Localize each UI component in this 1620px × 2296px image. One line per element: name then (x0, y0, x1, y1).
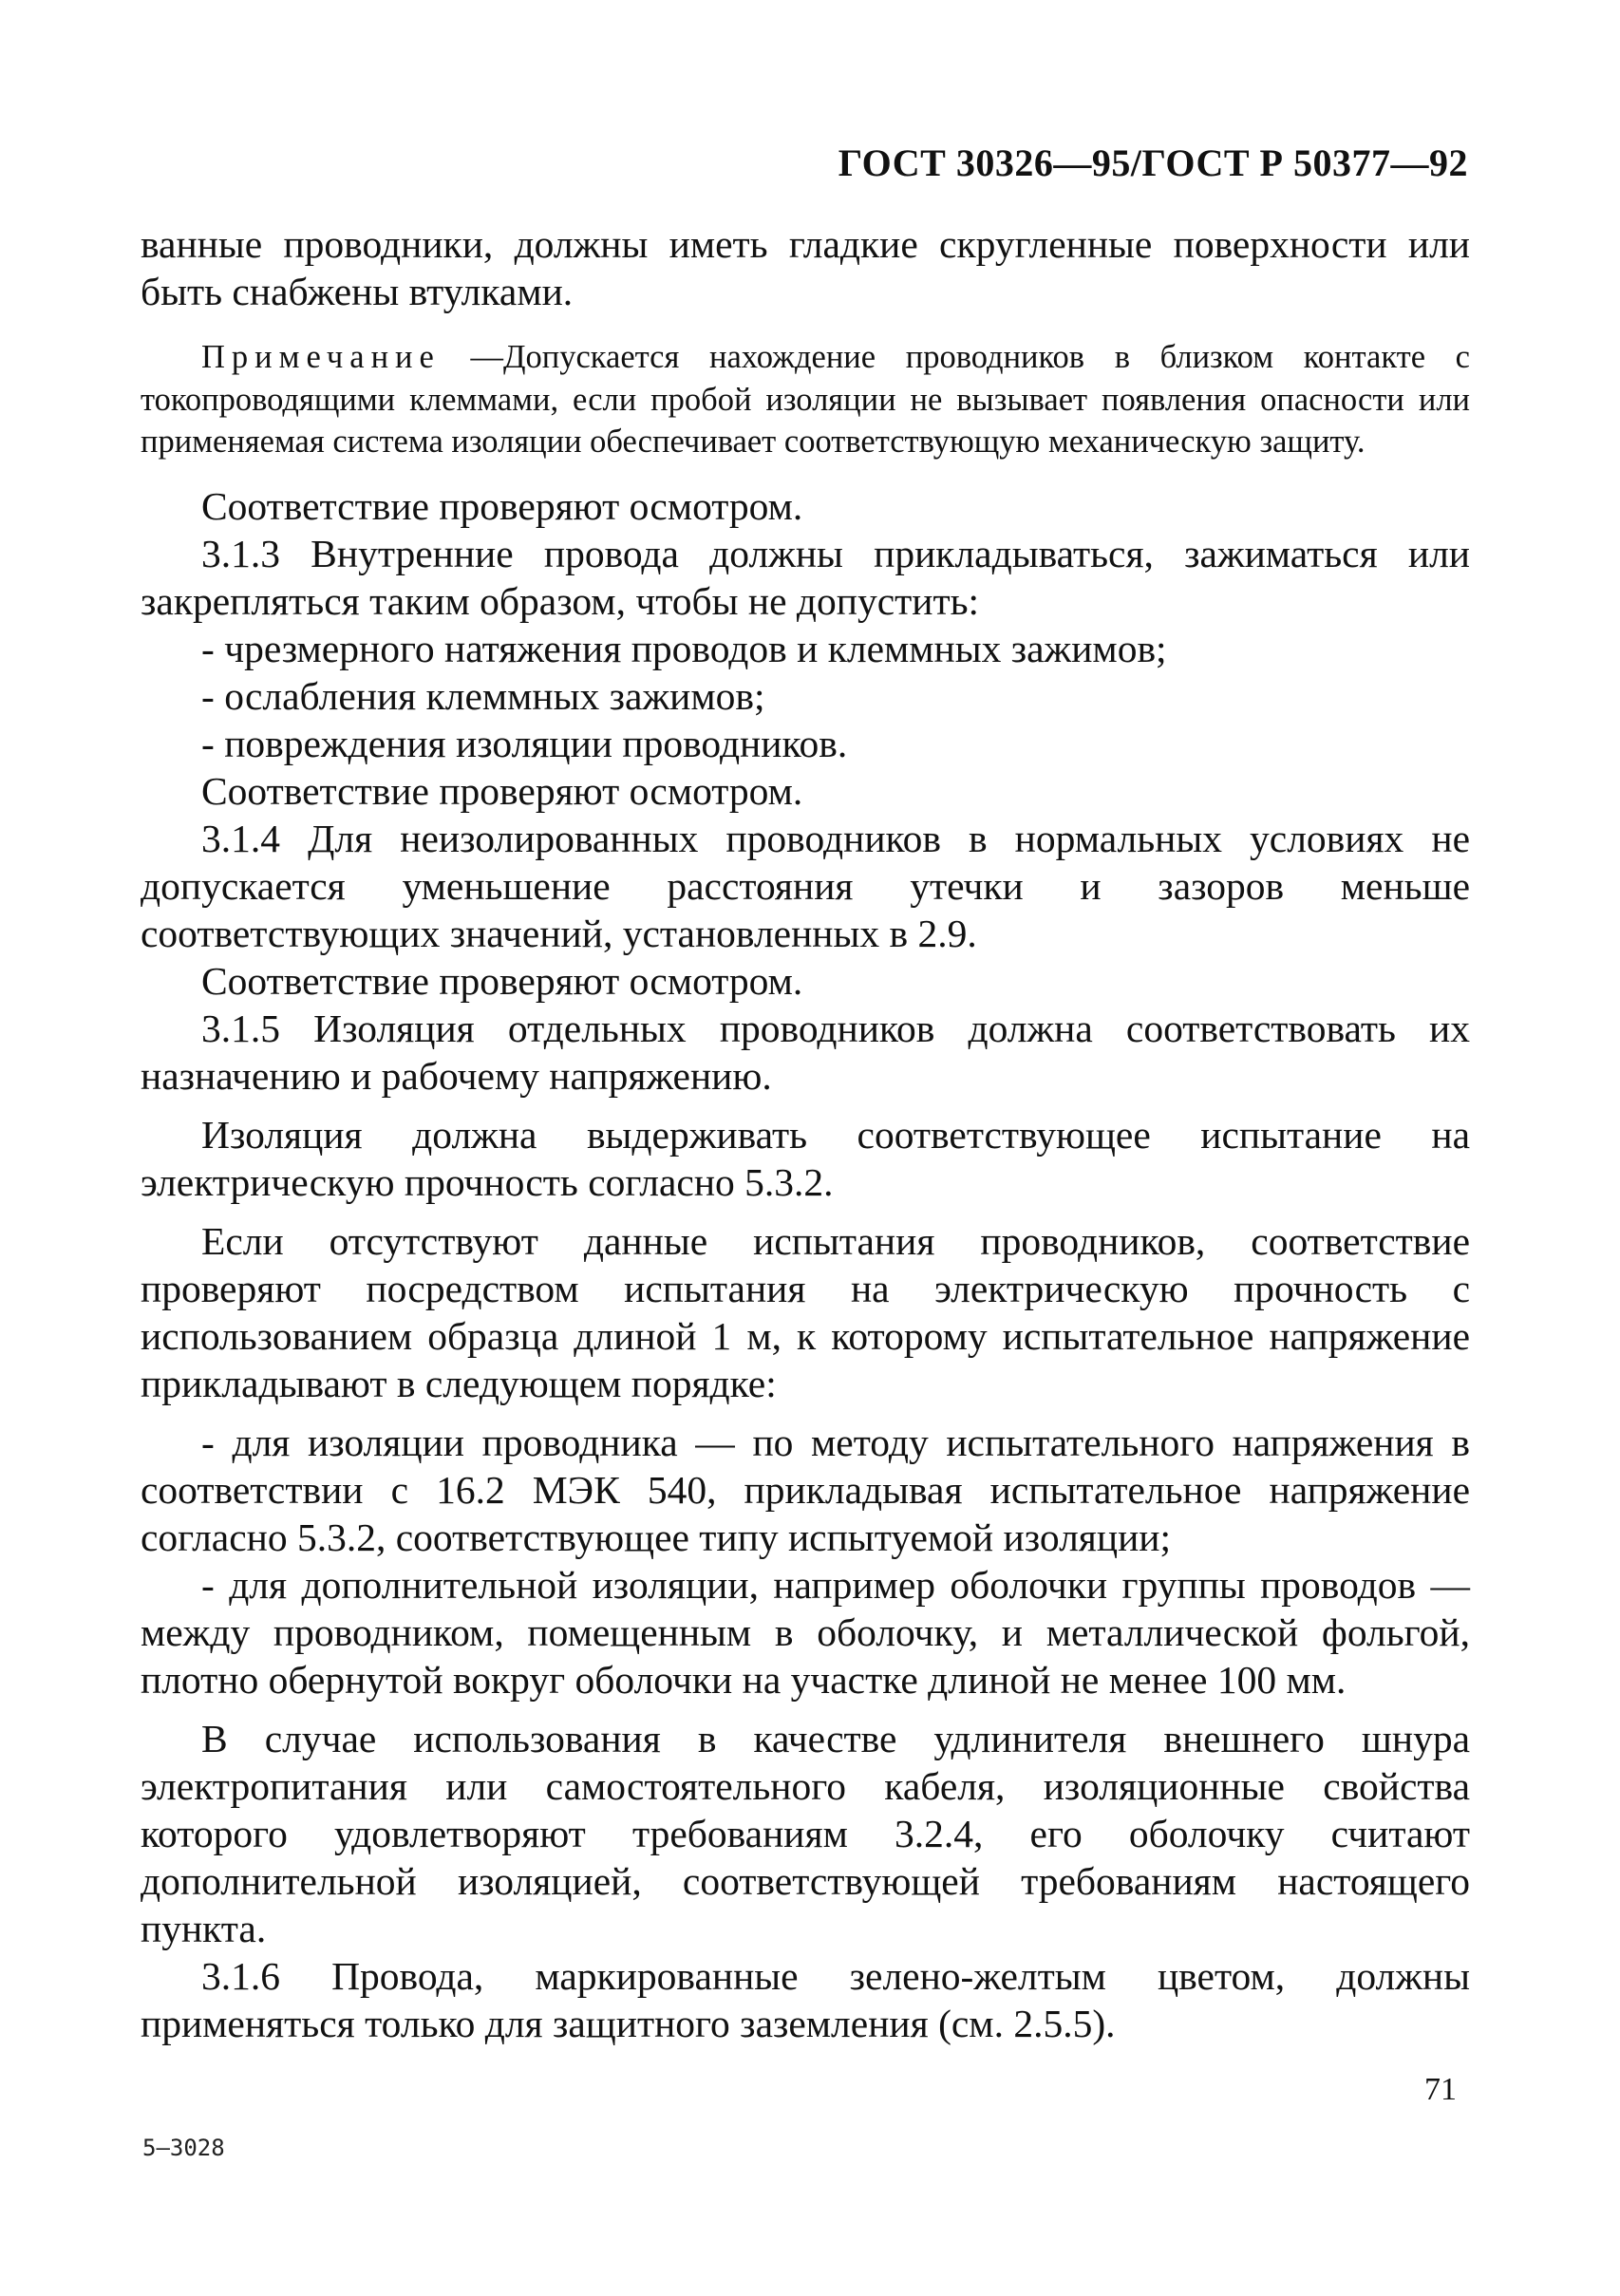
note-text: —Допускается нахождение проводников в близком контакте с токопроводящими клеммами, если пробой изоляции не вызывает появления опасности или применяемая система изоляции обеспечивает соответствующую механическую защиту. (141, 339, 1470, 460)
paragraph: В случае использования в качестве удлинителя внешнего шнура электропитания или самостоятельного кабеля, изоляционные свойства которого удовлетворяют требованиям 3.2.4, его оболочку считают дополнительной изоляцией, соответствующей требованиям настоящего пункта. (141, 1716, 1470, 1950)
list-item: - для изоляции проводника — по методу испытательного напряжения в соответствии с 16.2 МЭК 540, прикладывая испытательное напряжение согласно 5.3.2, соответствующее типу испытуемой изоляции; (141, 1420, 1470, 1559)
list-item: - чрезмерного натяжения проводов и клеммных зажимов; (201, 626, 1167, 670)
footer-code: 5—3028 (142, 2135, 225, 2161)
body-text (141, 220, 1470, 2047)
paragraph: 3.1.3 Внутренние провода должны прикладываться, зажиматься или закрепляться таким образом, чтобы не допустить: (141, 531, 1470, 623)
paragraph: 3.1.5 Изоляция отдельных проводников должна соответствовать их назначению и рабочему напряжению. (141, 1006, 1470, 1098)
list-item: - для дополнительной изоляции, например оболочки группы проводов — между проводником, помещенным в оболочку, и металлической фольгой, плотно обернутой вокруг оболочки на участке длиной не менее 100 мм. (141, 1562, 1470, 1702)
paragraph: ванные проводники, должны иметь гладкие скругленные поверхности или быть снабжены втулками. (141, 222, 1470, 313)
paragraph: 3.1.6 Провода, маркированные зелено-желтым цветом, должны применяться только для защитного заземления (см. 2.5.5). (141, 1953, 1470, 2045)
paragraph: Если отсутствуют данные испытания проводников, соответствие проверяют посредством испытания на электрическую прочность с использованием образца длиной 1 м, к которому испытательное напряжение прикладывают в следующем порядке: (141, 1218, 1470, 1405)
page-header-title: ГОСТ 30326—95/ГОСТ Р 50377—92 (838, 141, 1468, 184)
note-paragraph (141, 336, 1470, 463)
paragraph: Соответствие проверяют осмотром. (201, 958, 803, 1003)
note-label: Примечание (201, 339, 441, 375)
paragraph: Соответствие проверяют осмотром. (201, 483, 803, 528)
paragraph: Изоляция должна выдерживать соответствующее испытание на электрическую прочность согласно 5.3.2. (141, 1112, 1470, 1204)
page-number: 71 (1424, 2072, 1457, 2107)
paragraph: 3.1.4 Для неизолированных проводников в нормальных условиях не допускается уменьшение расстояния утечки и зазоров меньше соответствующих значений, установленных в 2.9. (141, 816, 1470, 955)
paragraph: Соответствие проверяют осмотром. (201, 768, 803, 813)
list-item: - ослабления клеммных зажимов; (201, 673, 765, 718)
list-item: - повреждения изоляции проводников. (201, 721, 848, 765)
